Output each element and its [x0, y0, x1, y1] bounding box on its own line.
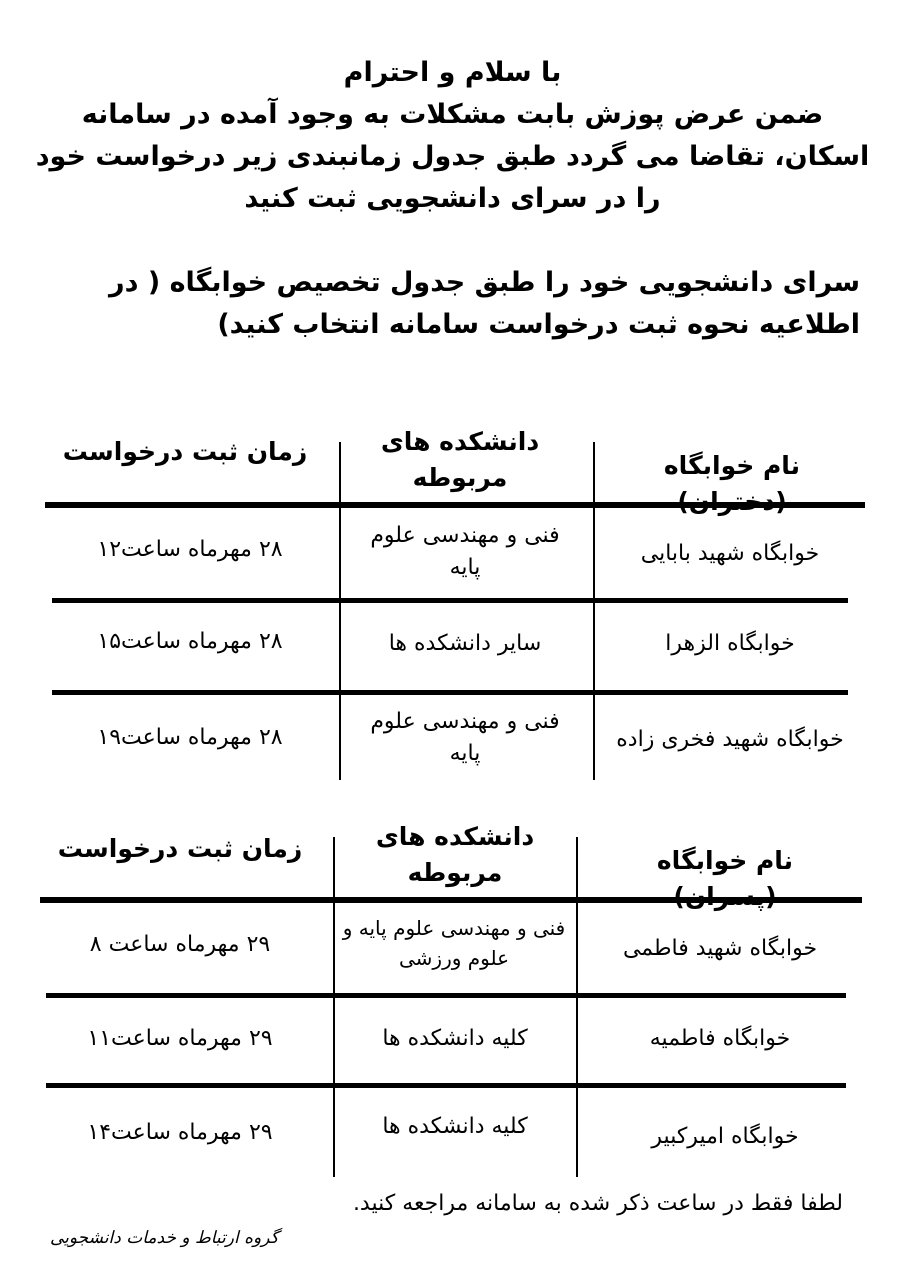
- dorm-name-cell: خوابگاه شهید فخری زاده: [616, 727, 844, 752]
- faculty-cell: فنی و مهندسی علوم پایه: [370, 709, 560, 766]
- time-cell: ۲۸ مهرماه ساعت۱۵: [97, 629, 283, 654]
- girls-dorm-table: [0, 420, 905, 780]
- row-divider: [52, 598, 848, 603]
- col-header-time: زمان ثبت درخواست: [57, 834, 303, 863]
- dorm-name-cell: خوابگاه شهید بابایی: [640, 541, 820, 566]
- row-divider: [45, 502, 865, 508]
- faculty-cell: کلیه دانشکده ها: [382, 1114, 528, 1139]
- dorm-name-cell: خوابگاه شهید فاطمی: [622, 936, 818, 961]
- boys-dorm-table: [0, 815, 905, 1180]
- column-divider: [576, 837, 578, 1177]
- dorm-name-cell: خوابگاه الزهرا: [665, 631, 795, 656]
- faculty-cell: فنی و مهندسی علوم پایه: [370, 523, 560, 580]
- faculty-cell: کلیه دانشکده ها: [382, 1026, 528, 1051]
- time-cell: ۲۹ مهرماه ساعت ۸: [89, 932, 271, 957]
- signature: گروه ارتباط و خدمات دانشجویی: [50, 1228, 279, 1248]
- selection-note: سرای دانشجویی خود را طبق جدول تخصیص خوابگاه ( در اطلاعیه نحوه ثبت درخواست سامانه انتخاب کنید): [109, 267, 860, 340]
- row-divider: [52, 690, 848, 695]
- column-divider: [333, 837, 335, 1177]
- col-header-faculty: دانشکده های مربوطه: [375, 822, 535, 887]
- dorm-name-cell: خوابگاه فاطمیه: [649, 1026, 791, 1051]
- row-divider: [46, 993, 846, 998]
- col-header-dorm-name: نام خوابگاه: [656, 846, 794, 875]
- footer-note: لطفا فقط در ساعت ذکر شده به سامانه مراجعه کنید.: [352, 1191, 843, 1216]
- col-header-time: زمان ثبت درخواست: [62, 437, 308, 466]
- col-header-faculty: دانشکده های مربوطه: [380, 427, 540, 492]
- row-divider: [40, 897, 862, 903]
- time-cell: ۲۹ مهرماه ساعت۱۱: [87, 1026, 273, 1051]
- time-cell: ۲۸ مهرماه ساعت۱۹: [97, 725, 283, 750]
- announcement-body: ضمن عرض پوزش بابت مشکلات به وجود آمده در سامانه اسکان، تقاضا می گردد طبق جدول زمانبندی زیر درخواست خود را در سرای دانشجویی ثبت کنید: [35, 99, 870, 214]
- time-cell: ۲۹ مهرماه ساعت۱۴: [87, 1120, 273, 1145]
- faculty-cell: فنی و مهندسی علوم پایه و علوم ورزشی: [342, 916, 566, 970]
- column-divider: [339, 442, 341, 780]
- dorm-name-cell: خوابگاه امیرکبیر: [651, 1124, 799, 1149]
- col-header-dorm-name: نام خوابگاه: [663, 451, 801, 480]
- faculty-cell: سایر دانشکده ها: [388, 631, 542, 656]
- announcement-header: [30, 52, 875, 220]
- time-cell: ۲۸ مهرماه ساعت۱۲: [97, 537, 283, 562]
- greeting-text: با سلام و احترام: [343, 57, 562, 88]
- row-divider: [46, 1083, 846, 1088]
